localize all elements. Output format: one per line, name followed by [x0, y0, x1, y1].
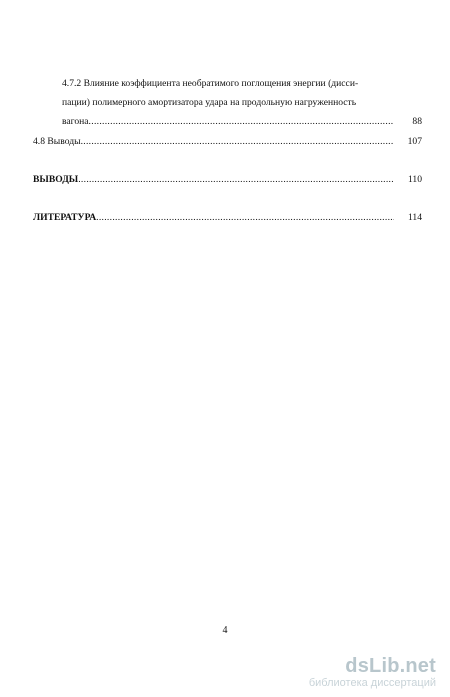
toc-entry-472-page: 88 — [412, 116, 422, 127]
toc-leader-dots — [81, 136, 394, 148]
toc-entry-48-title: 4.8 Выводы — [33, 136, 81, 147]
dslib-logo: dsLib.net — [345, 655, 436, 677]
toc-entry-literature-title: ЛИТЕРАТУРА — [33, 212, 97, 223]
toc-entry-conclusions-title: ВЫВОДЫ — [33, 174, 79, 185]
toc-leader-dots — [96, 212, 394, 224]
toc-entry-472-title-end: вагона — [62, 116, 89, 127]
toc-entry-48-page: 107 — [407, 136, 422, 147]
toc-leader-dots — [89, 116, 394, 128]
toc-entry-48[interactable] — [33, 136, 396, 148]
toc-entry-literature-page: 114 — [407, 212, 422, 223]
toc-entry-472-line1: 4.7.2 Влияние коэффициента необратимого поглощения энергии (дисси- — [62, 78, 359, 89]
dslib-watermark — [309, 655, 436, 689]
toc-entry-literature[interactable] — [33, 212, 396, 224]
dslib-tagline: библиотека диссертаций — [308, 677, 436, 689]
toc-entry-472-line3[interactable] — [62, 116, 396, 128]
toc-entry-472-line2: пации) полимерного амортизатора удара на продольную нагруженность — [62, 97, 357, 108]
page-number: 4 — [222, 625, 228, 636]
toc-entry-conclusions[interactable] — [33, 174, 396, 186]
toc-entry-conclusions-page: 110 — [407, 174, 422, 185]
toc-leader-dots — [78, 174, 394, 186]
